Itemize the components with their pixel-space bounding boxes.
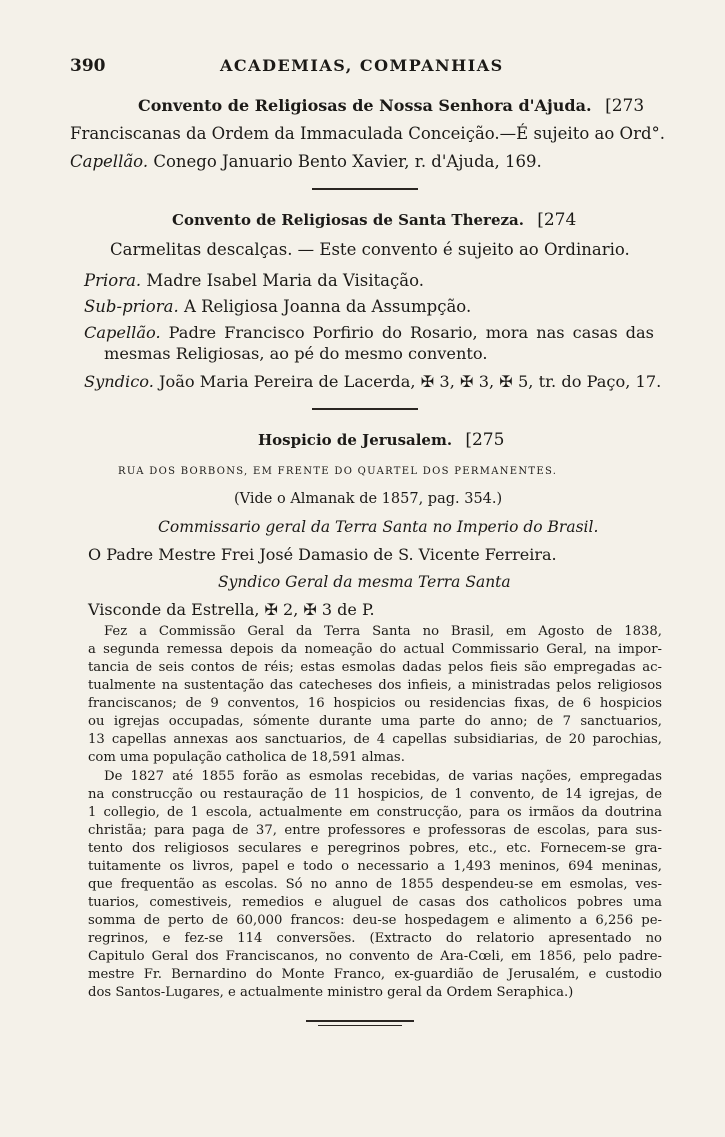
paragraph-2-line: na construcção ou restauração de 11 hospicios, de 1 convento, de 14 igrejas, de: [88, 787, 662, 802]
label-capellao: Capellão.: [70, 152, 149, 171]
divider: [318, 1025, 402, 1026]
section-273-number: [273: [605, 96, 645, 116]
paragraph-2-line: regrinos, e fez-se 114 conversões. (Extracto do relatorio apresentado no: [88, 931, 662, 946]
commissary-title: Commissario geral da Terra Santa no Imperio do Brasil.: [158, 518, 599, 536]
paragraph-2-line: christãa; para paga de 37, entre professores e professoras de escolas, para sus-: [88, 823, 662, 838]
label-sub-priora: Sub-priora.: [84, 297, 179, 316]
running-title: ACADEMIAS, COMPANHIAS: [220, 56, 504, 75]
label-capellao-2: Capellão.: [84, 323, 161, 342]
syndic-title: Syndico Geral da mesma Terra Santa: [218, 573, 511, 591]
paragraph-2-line: 1 collegio, de 1 escola, actualmente em construcção, para os irmãos da doutrina: [88, 805, 662, 820]
section-273-heading: Convento de Religiosas de Nossa Senhora d'Ajuda. [273: [138, 96, 645, 116]
paragraph-2-line: dos Santos-Lugares, e actualmente ministro geral da Ordem Seraphica.): [88, 985, 574, 1000]
section-274-line-2: Priora. Madre Isabel Maria da Visitação.: [84, 271, 424, 290]
paragraph-2-line: Capitulo Geral dos Franciscanos, no convento de Ara-Cœli, em 1856, pelo padre-: [88, 949, 662, 964]
section-275-address: RUA DOS BORBONS, EM FRENTE DO QUARTEL DOS PERMANENTES.: [118, 466, 558, 477]
section-273-line-1: Franciscanas da Ordem da Immaculada Conceição.—É sujeito ao Ord°.: [70, 124, 666, 143]
section-275-vide: (Vide o Almanak de 1857, pag. 354.): [234, 491, 503, 507]
paragraph-1-line: 13 capellas annexas aos sanctuarios, de 4 capellas subsidiarias, de 20 parochias,: [88, 732, 662, 747]
section-274-heading: Convento de Religiosas de Santa Thereza. [274: [172, 210, 577, 230]
section-274-line-1: Carmelitas descalças. — Este convento é sujeito ao Ordinario.: [110, 240, 630, 259]
label-syndico: Syndico.: [84, 372, 154, 391]
paragraph-2-line: mestre Fr. Bernardino do Monte Franco, ex-guardião de Jerusalém, e custodio: [88, 967, 662, 982]
syndic-name: Visconde da Estrella, ✠ 2, ✠ 3 de P.: [88, 600, 375, 619]
paragraph-1-line: Fez a Commissão Geral da Terra Santa no Brasil, em Agosto de 1838,: [104, 624, 662, 639]
paragraph-2-line: somma de perto de 60,000 francos: deu-se hospedagem e alimento a 6,256 pe-: [88, 913, 662, 928]
page-header: [70, 56, 670, 80]
divider: [312, 408, 418, 410]
page-number: 390: [70, 56, 106, 76]
paragraph-2-line: De 1827 até 1855 forão as esmolas recebidas, de varias nações, empregadas: [104, 769, 662, 784]
section-274-line-6: Syndico. João Maria Pereira de Lacerda, ✠ 3, ✠ 3, ✠ 5, tr. do Paço, 17.: [84, 372, 662, 391]
paragraph-1-line: franciscanos; de 9 conventos, 16 hospicios ou residencias fixas, de 6 hospicios: [88, 696, 662, 711]
section-275-heading: Hospicio de Jerusalem. [275: [258, 430, 505, 450]
label-priora: Priora.: [84, 271, 142, 290]
divider: [306, 1020, 414, 1022]
paragraph-1-line: ou igrejas occupadas, sómente durante uma parte do anno; de 7 sanctuarios,: [88, 714, 662, 729]
section-275-number: [275: [465, 430, 505, 450]
section-274-number: [274: [537, 210, 577, 230]
paragraph-1-line: a segunda remessa depois da nomeação do actual Commissario Geral, na impor-: [88, 642, 662, 657]
paragraph-2-line: tuitamente os livros, papel e todo o necessario a 1,493 meninos, 694 meninas,: [88, 859, 662, 874]
paragraph-2-line: tento dos religiosos seculares e peregrinos pobres, etc., etc. Fornecem-se gra-: [88, 841, 662, 856]
section-274-line-3: Sub-priora. A Religiosa Joanna da Assumpção.: [84, 297, 472, 316]
section-274-line-5: mesmas Religiosas, ao pé do mesmo convento.: [104, 344, 488, 363]
paragraph-2-line: que frequentão as escolas. Só no anno de 1855 despendeu-se em esmolas, ves-: [88, 877, 662, 892]
paragraph-1-line: tualmente na sustentação das catecheses dos infieis, a ministradas pelos religiosos: [88, 678, 662, 693]
paragraph-2-line: tuarios, comestiveis, remedios e aluguel de casas dos catholicos pobres uma: [88, 895, 662, 910]
section-274-line-4: Capellão. Padre Francisco Porfirio do Rosario, mora nas casas das: [84, 323, 654, 342]
paragraph-1-line: com uma população catholica de 18,591 almas.: [88, 750, 405, 765]
section-273-line-2: Capellão. Conego Januario Bento Xavier, r. d'Ajuda, 169.: [70, 152, 542, 171]
divider: [312, 188, 418, 190]
commissary-name: O Padre Mestre Frei José Damasio de S. Vicente Ferreira.: [88, 545, 557, 564]
paragraph-1-line: tancia de seis contos de réis; estas esmolas dadas pelos fieis são empregadas ac-: [88, 660, 662, 675]
